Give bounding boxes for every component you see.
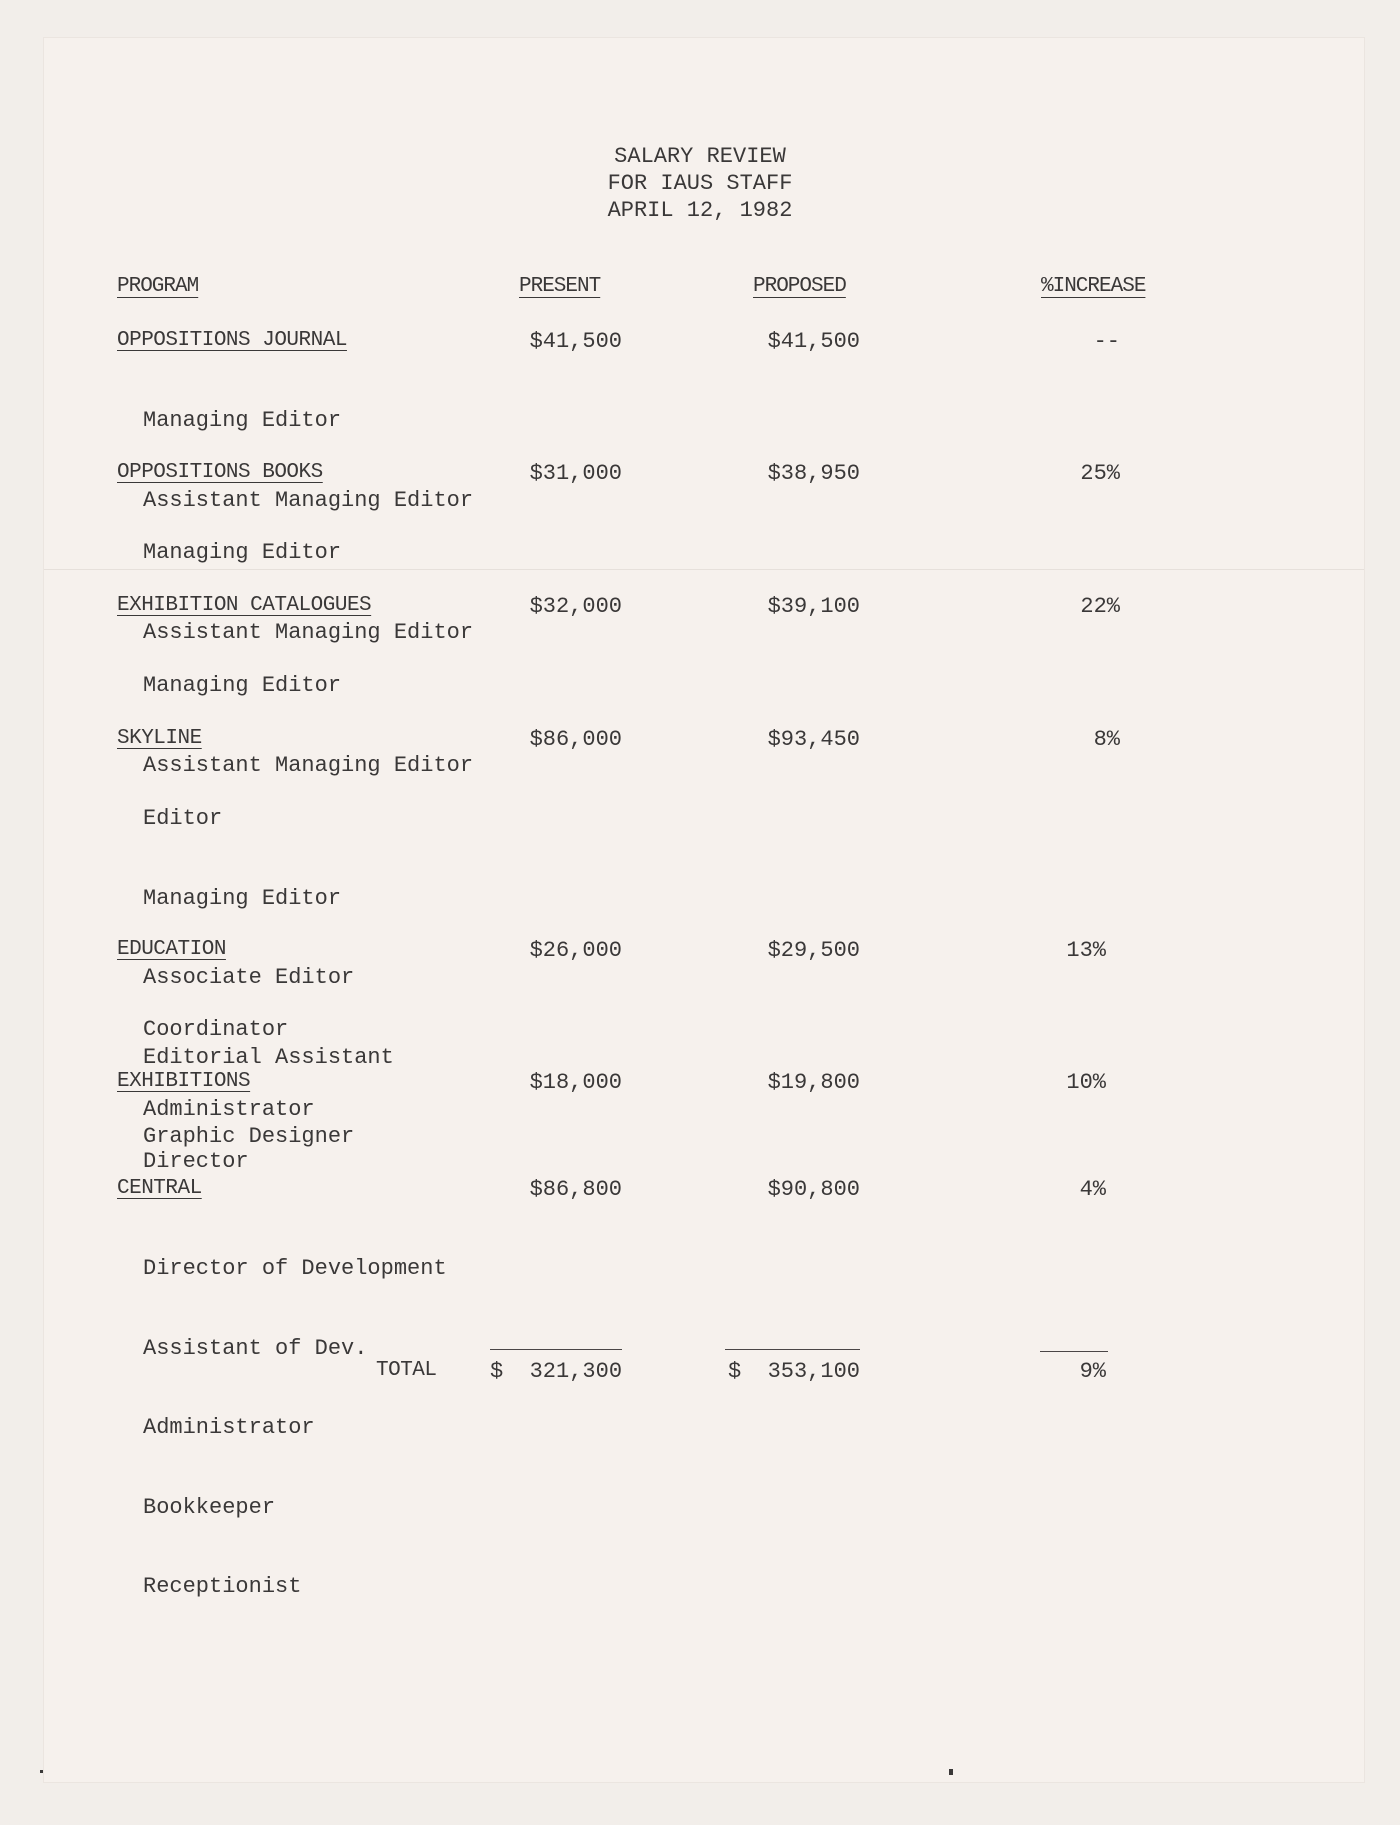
percent-increase: 25% [1080, 461, 1120, 486]
present-salary: $41,500 [529, 329, 622, 354]
total-proposed: $ 353,100 [727, 1359, 860, 1384]
role-item: Director [143, 1149, 249, 1174]
role-item: Graphic Designer [143, 1124, 355, 1149]
program-name: OPPOSITIONS JOURNAL [117, 329, 347, 352]
percent-increase: 10% [1066, 1070, 1106, 1095]
proposed-salary: $19,800 [767, 1070, 860, 1095]
role-item: Managing Editor [143, 885, 342, 911]
role-item: Receptionist [143, 1574, 302, 1599]
paper-speck [949, 1769, 953, 1775]
column-header-increase: %INCREASE [1041, 275, 1146, 298]
role-item: Assistant Managing Editor [143, 619, 474, 645]
role-item: Editor [143, 806, 223, 831]
present-salary: $32,000 [529, 594, 622, 619]
role-item: Assistant of Dev. [143, 1335, 368, 1361]
role-item: Director of Development [143, 1256, 447, 1281]
role-item: Managing Editor [143, 673, 342, 698]
proposed-salary: $90,800 [767, 1177, 860, 1202]
percent-increase: 8% [1093, 727, 1120, 752]
role-item: Managing Editor [143, 540, 342, 565]
role-item: Associate Editor [143, 965, 355, 990]
program-name: CENTRAL [117, 1177, 202, 1200]
role-list [143, 1203, 447, 1627]
proposed-salary: $39,100 [767, 594, 860, 619]
total-increase: 9% [1079, 1359, 1106, 1384]
role-item: Assistant Managing Editor [143, 487, 474, 513]
total-label: TOTAL [376, 1359, 437, 1382]
present-salary: $31,000 [529, 461, 622, 486]
title-line-3: APRIL 12, 1982 [607, 198, 793, 223]
proposed-salary: $93,450 [767, 727, 860, 752]
present-salary: $86,800 [529, 1177, 622, 1202]
proposed-salary: $41,500 [767, 329, 860, 354]
total-rule-present [490, 1349, 622, 1350]
role-item: Coordinator [143, 1017, 289, 1042]
total-present: $ 321,300 [490, 1359, 623, 1384]
program-name: SKYLINE [117, 727, 202, 750]
percent-increase: 4% [1079, 1177, 1106, 1202]
role-item: Administrator [143, 1415, 315, 1440]
present-salary: $26,000 [529, 938, 622, 963]
role-item: Bookkeeper [143, 1494, 276, 1520]
proposed-salary: $38,950 [767, 461, 860, 486]
title-line-1: SALARY REVIEW [614, 144, 786, 169]
program-name: EDUCATION [117, 938, 226, 961]
column-header-program: PROGRAM [117, 275, 199, 298]
program-name: EXHIBITIONS [117, 1070, 251, 1093]
total-rule-increase [1040, 1351, 1108, 1352]
present-salary: $18,000 [529, 1070, 622, 1095]
percent-increase: -- [1093, 329, 1120, 354]
role-item: Editorial Assistant [143, 1044, 394, 1070]
present-salary: $86,000 [529, 727, 622, 752]
percent-increase: 22% [1080, 594, 1120, 619]
proposed-salary: $29,500 [767, 938, 860, 963]
program-name: OPPOSITIONS BOOKS [117, 461, 323, 484]
percent-increase: 13% [1066, 938, 1106, 963]
role-item: Assistant Managing Editor [143, 752, 474, 778]
role-item: Managing Editor [143, 408, 342, 433]
column-header-present: PRESENT [519, 275, 601, 298]
total-rule-proposed [725, 1349, 860, 1350]
title-line-2: FOR IAUS STAFF [607, 171, 793, 196]
role-item: Administrator [143, 1096, 315, 1122]
program-name: EXHIBITION CATALOGUES [117, 594, 372, 617]
document-title [0, 143, 1400, 224]
column-header-proposed: PROPOSED [753, 275, 846, 298]
paper-speck [40, 1770, 43, 1773]
